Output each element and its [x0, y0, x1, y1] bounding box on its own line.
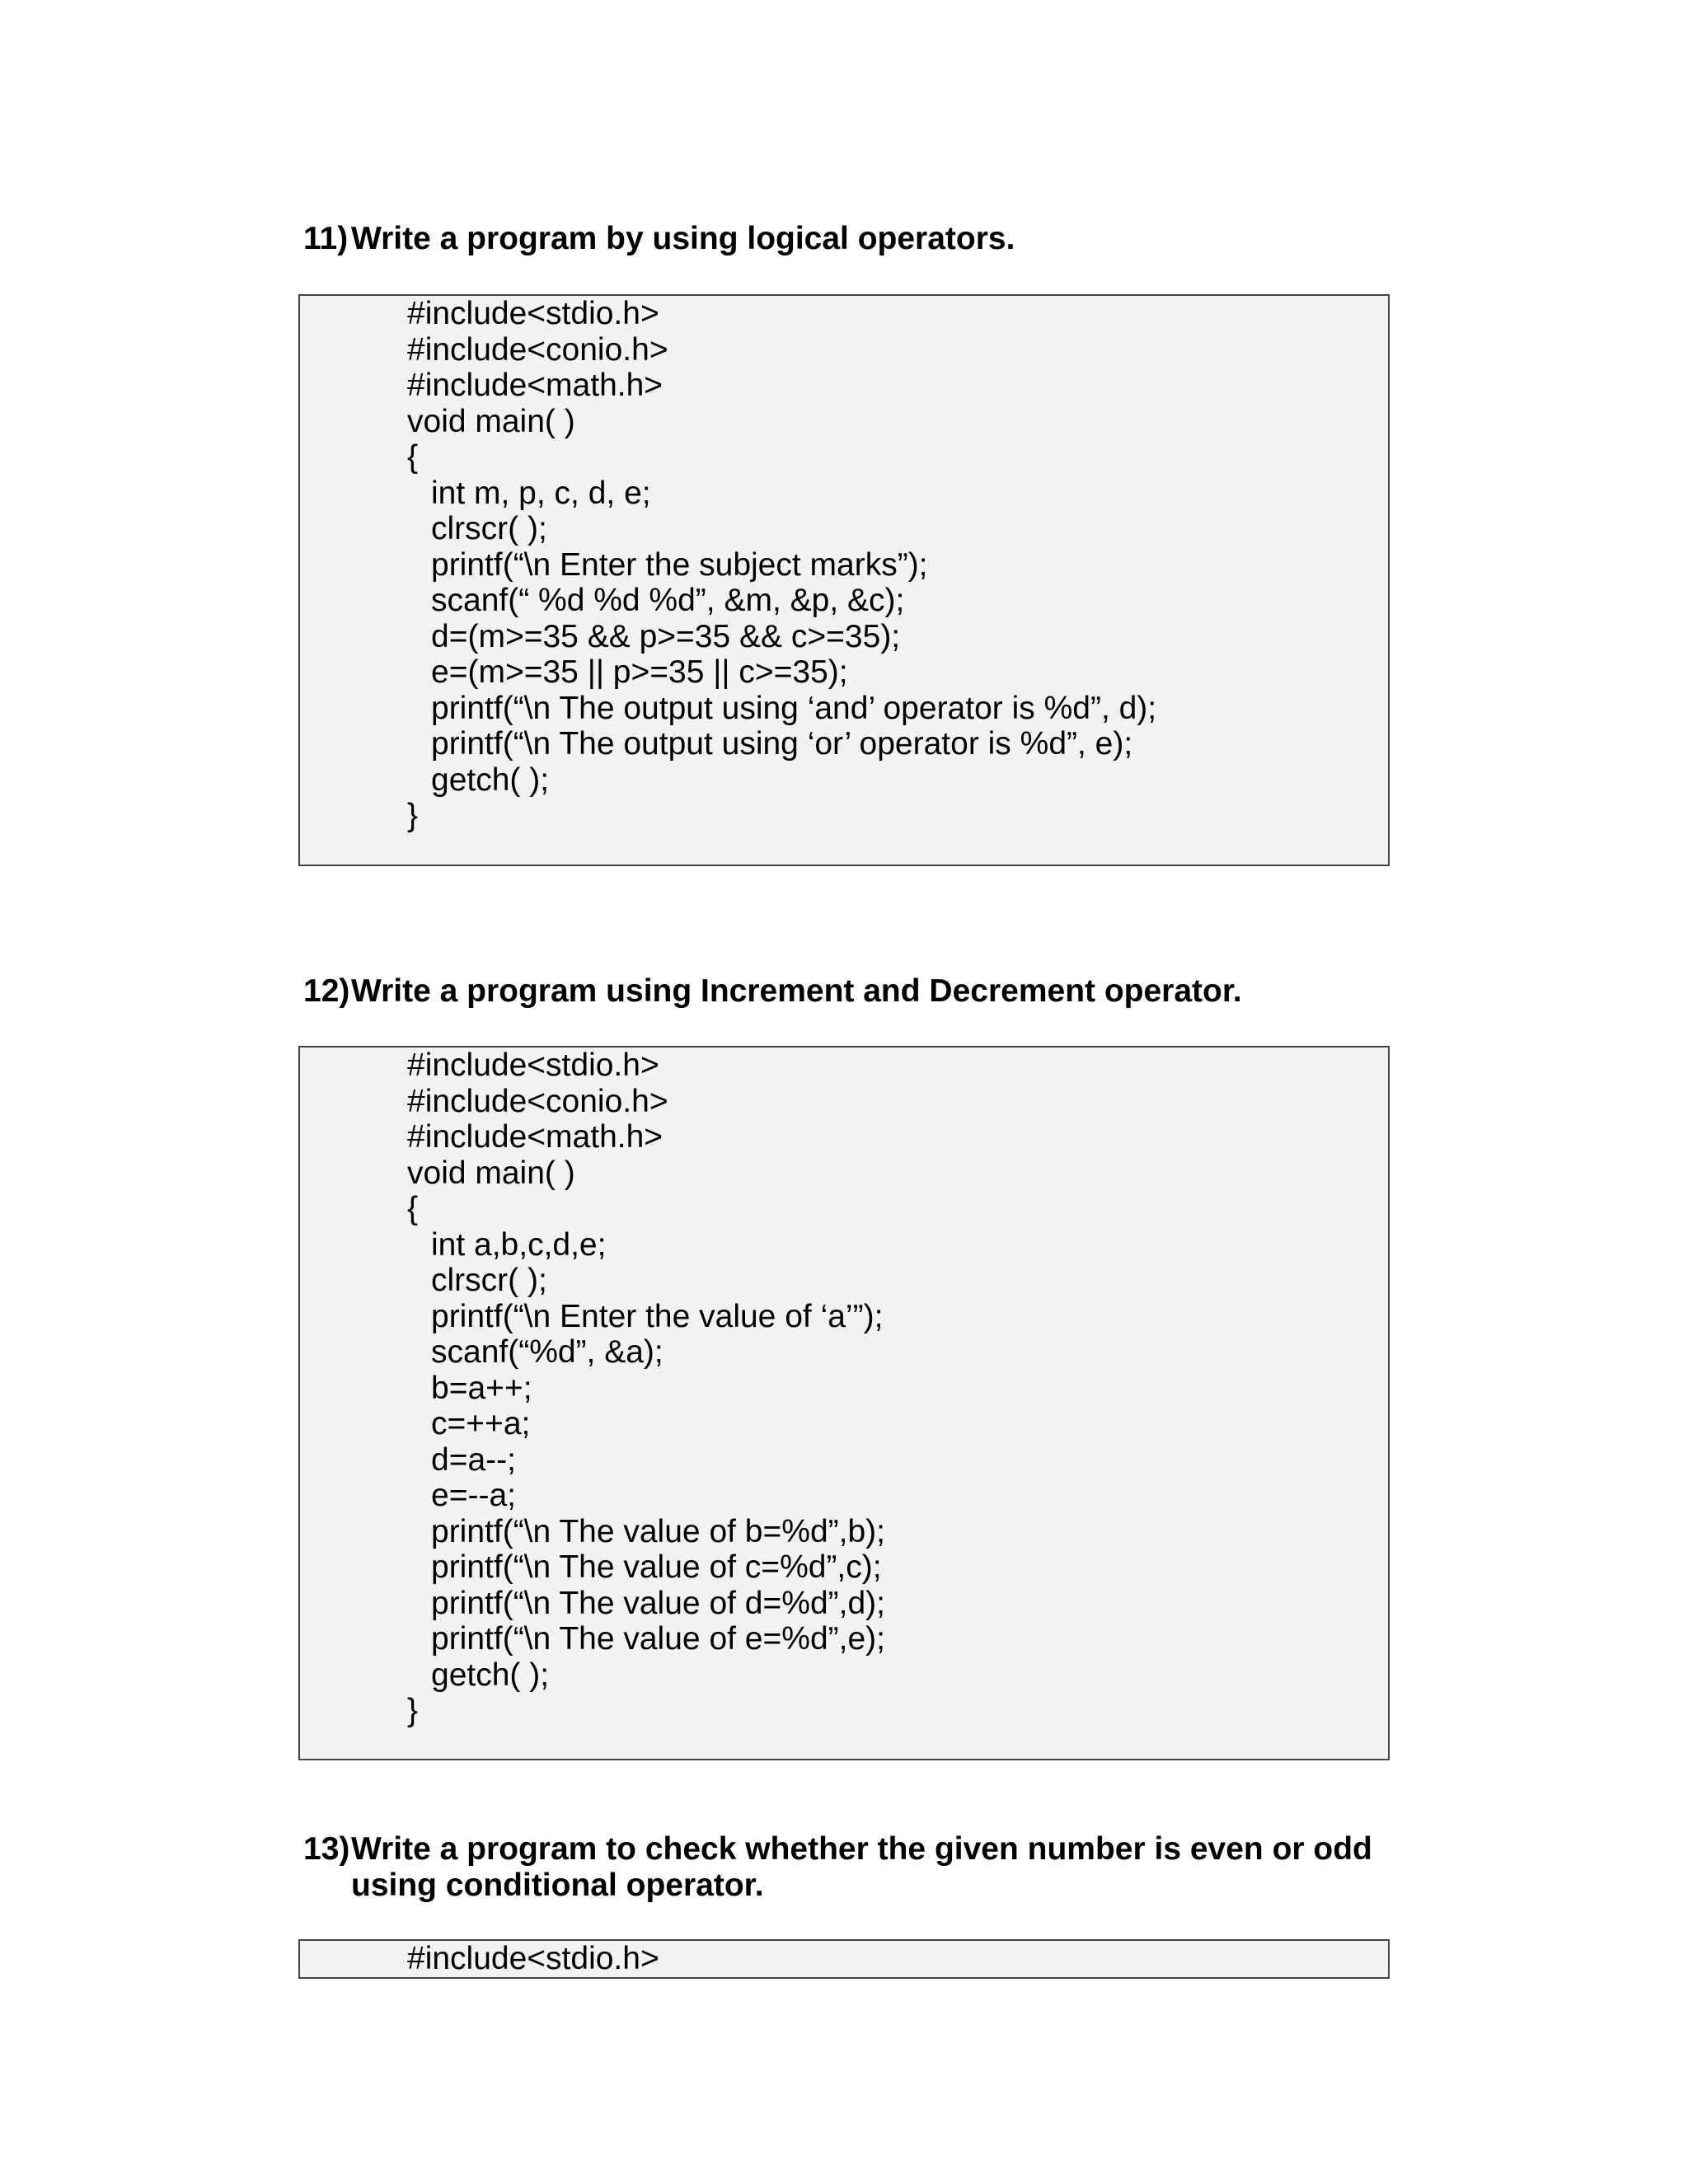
- code-line: printf(“\n Enter the value of ‘a’”);: [431, 1298, 884, 1334]
- code-line: d=(m>=35 && p>=35 && c>=35);: [431, 618, 901, 654]
- code-line: printf(“\n The output using ‘and’ operator is %d”, d);: [431, 690, 1157, 726]
- code-line: printf(“\n The value of c=%d”,c);: [431, 1549, 882, 1585]
- code-line: int m, p, c, d, e;: [431, 475, 651, 511]
- code-line: #include<stdio.h>: [407, 1047, 659, 1083]
- code-line: b=a++;: [431, 1370, 532, 1406]
- code-line: #include<stdio.h>: [407, 1941, 659, 1976]
- code-line: printf(“\n The value of b=%d”,b);: [431, 1513, 885, 1549]
- code-line: e=--a;: [431, 1478, 516, 1513]
- code-line: printf(“\n The value of d=%d”,d);: [431, 1585, 885, 1621]
- section-12-number: 12): [303, 973, 350, 1009]
- code-line: getch( );: [431, 762, 550, 798]
- code-line: }: [407, 798, 419, 833]
- code-line: #include<math.h>: [407, 368, 663, 403]
- section-11-code-box: [298, 294, 1390, 866]
- code-line: clrscr( );: [431, 1263, 547, 1298]
- code-line: void main( ): [407, 403, 575, 439]
- code-line: printf(“\n Enter the subject marks”);: [431, 546, 928, 583]
- section-12-code-box: [298, 1046, 1390, 1760]
- section-11-heading: [303, 221, 1408, 257]
- section-13-heading: [303, 1831, 1408, 1904]
- code-line: int a,b,c,d,e;: [431, 1226, 607, 1263]
- section-13-code: [407, 1941, 659, 1977]
- code-line: {: [407, 1191, 419, 1226]
- section-12-code: [407, 1047, 885, 1729]
- code-line: d=a--;: [431, 1441, 516, 1478]
- section-13-title: Write a program to check whether the given number is even or odd using conditional operator.: [351, 1831, 1372, 1903]
- code-line: scanf(“%d”, &a);: [431, 1334, 663, 1370]
- section-12-heading: [303, 973, 1408, 1010]
- section-11-number: 11): [303, 221, 349, 256]
- code-line: getch( );: [431, 1657, 550, 1693]
- code-line: #include<conio.h>: [407, 1083, 668, 1119]
- section-11-title: Write a program by using logical operators.: [351, 221, 1015, 256]
- code-line: }: [407, 1693, 419, 1728]
- code-line: void main( ): [407, 1155, 575, 1191]
- section-11-code: [407, 296, 1156, 834]
- code-line: scanf(“ %d %d %d”, &m, &p, &c);: [431, 583, 905, 618]
- code-line: c=++a;: [431, 1406, 531, 1441]
- code-line: #include<math.h>: [407, 1119, 663, 1155]
- code-line: {: [407, 439, 419, 475]
- code-line: printf(“\n The value of e=%d”,e);: [431, 1621, 885, 1657]
- section-13-number: 13): [303, 1831, 350, 1867]
- code-line: clrscr( );: [431, 511, 547, 546]
- section-13-code-box: [298, 1939, 1390, 1979]
- section-12-title: Write a program using Increment and Decrement operator.: [351, 973, 1242, 1009]
- code-line: e=(m>=35 || p>=35 || c>=35);: [431, 654, 848, 690]
- code-line: #include<stdio.h>: [407, 296, 659, 331]
- code-line: printf(“\n The output using ‘or’ operator is %d”, e);: [431, 726, 1133, 762]
- code-line: #include<conio.h>: [407, 331, 668, 368]
